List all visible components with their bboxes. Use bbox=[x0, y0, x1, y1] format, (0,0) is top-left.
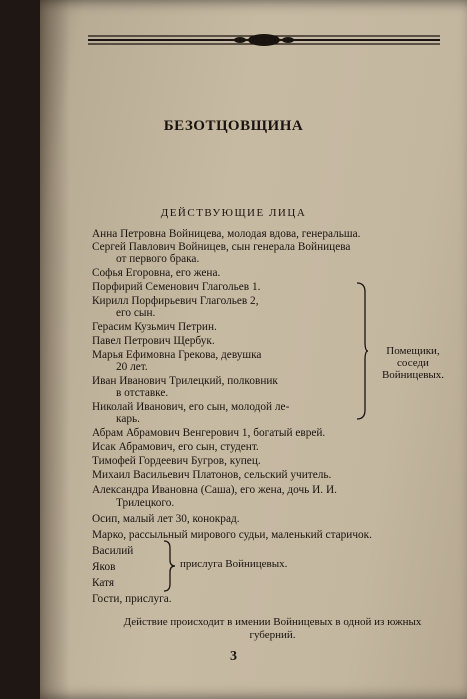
landowners-bracket bbox=[355, 282, 369, 420]
guests-line: Гости, прислуга. bbox=[92, 593, 172, 605]
cast-line: Николай Иванович, его сын, молодой ле- bbox=[92, 401, 290, 413]
cast-line: Марья Ефимовна Грекова, девушка bbox=[92, 349, 262, 361]
landowners-label-line: Помещики, bbox=[386, 345, 440, 357]
cast-line: Герасим Кузьмич Петрин. bbox=[92, 321, 217, 333]
servant-name: Василий bbox=[92, 545, 134, 557]
cast-line: в отставке. bbox=[116, 387, 169, 399]
cast-line: Трилецкого. bbox=[116, 497, 175, 509]
cast-line: Сергей Павлович Войницев, сын генерала Войницева bbox=[92, 241, 351, 253]
cast-line: Павел Петрович Щербук. bbox=[92, 335, 215, 347]
servant-name: Яков bbox=[92, 561, 116, 573]
cast-line: Софья Егоровна, его жена. bbox=[92, 267, 221, 279]
landowners-label-line: Войницевых. bbox=[381, 369, 445, 381]
cast-line: Абрам Абрамович Венгерович 1, богатый еврей. bbox=[92, 427, 326, 439]
cast-line: Иван Иванович Трилецкий, полковник bbox=[92, 375, 278, 387]
cast-line: Александра Ивановна (Саша), его жена, дочь И. И. bbox=[92, 484, 337, 496]
play-title: БЕЗОТЦОВЩИНА bbox=[163, 118, 304, 134]
cast-line: Исак Абрамович, его сын, студент. bbox=[92, 441, 259, 453]
cast-line: 20 лет. bbox=[116, 361, 148, 373]
cast-line: Кирилл Порфирьевич Глагольев 2, bbox=[92, 295, 259, 307]
cast-line: Михаил Васильевич Платонов, сельский учитель. bbox=[92, 469, 332, 481]
cast-line: его сын. bbox=[116, 307, 156, 319]
cast-line: карь. bbox=[116, 413, 140, 425]
cast-line: Анна Петровна Войницева, молодая вдова, генеральша. bbox=[92, 228, 361, 240]
cast-line: Марко, рассыльный мирового судьи, маленький старичок. bbox=[92, 529, 372, 541]
cast-line: Осип, малый лет 30, конокрад. bbox=[92, 513, 240, 525]
servant-name: Катя bbox=[92, 577, 115, 589]
cast-line: от первого брака. bbox=[116, 253, 200, 265]
setting-note-line: губерний. bbox=[249, 629, 296, 641]
cast-heading: ДЕЙСТВУЮЩИЕ ЛИЦА bbox=[160, 207, 307, 219]
setting-note bbox=[80, 616, 465, 642]
cast-line: Тимофей Гордеевич Бугров, купец. bbox=[92, 455, 261, 467]
servants-brace bbox=[162, 540, 176, 592]
cast-line: Порфирий Семенович Глагольев 1. bbox=[92, 281, 261, 293]
landowners-label-line: соседи bbox=[397, 357, 429, 369]
servants-label: прислуга Войницевых. bbox=[180, 558, 288, 570]
landowners-label bbox=[373, 345, 453, 381]
page-number: 3 bbox=[230, 649, 237, 664]
setting-note-line: Действие происходит в имении Войницевых в одной из южных bbox=[123, 616, 422, 628]
